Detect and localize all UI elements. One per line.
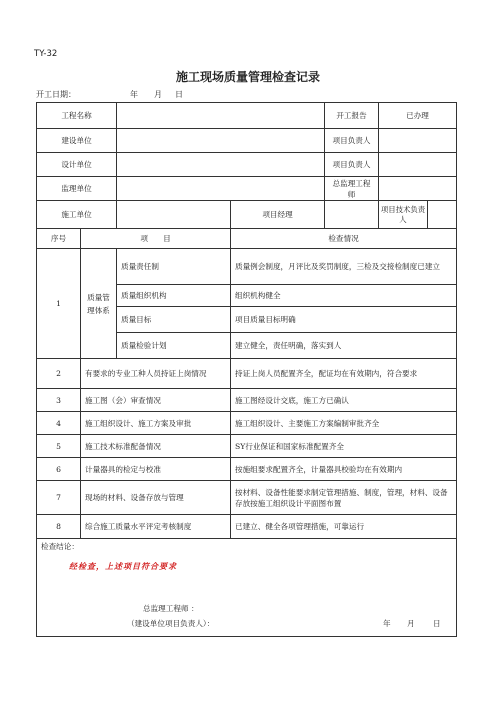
row-status[interactable]: 质量例会制度，月评比及奖罚制度，三检及交接检制度已建立: [231, 249, 457, 285]
date-month: 月: [154, 90, 162, 99]
row-supervision-unit: [37, 177, 457, 201]
row-status[interactable]: 建立健全，责任明确，落实到人: [231, 333, 457, 359]
sign-day: 日: [433, 619, 441, 628]
project-manager-value[interactable]: [325, 201, 379, 229]
project-name-label: 工程名称: [37, 103, 117, 129]
row-design-unit: [37, 153, 457, 177]
row-status[interactable]: 组织机构健全: [231, 285, 457, 307]
row-item: 施工技术标准配备情况: [81, 435, 231, 458]
row-item: 施工图（会）审查情况: [81, 389, 231, 412]
row-seq: 6: [37, 458, 81, 481]
build-unit-value[interactable]: [117, 129, 325, 153]
row-item: 施工组织设计、施工方案及审批: [81, 412, 231, 435]
col-status: 检查情况: [231, 229, 457, 249]
tech-lead-label: 项目技术负责人: [379, 201, 428, 228]
page-title: 施工现场质量管理检查记录: [175, 70, 320, 84]
document-code: TY-32: [34, 49, 58, 59]
row-item: 质量目标: [117, 307, 231, 333]
row-status[interactable]: 按施组要求配置齐全，计量器具校验均在有效期内: [231, 458, 457, 481]
build-unit-lead-label: 项目负责人: [325, 129, 379, 153]
conclusion-cell[interactable]: [37, 539, 457, 637]
table-row: [37, 412, 457, 435]
row-item: 现场的材料、设备存放与管理: [81, 481, 231, 515]
supervision-unit-value[interactable]: [117, 177, 325, 201]
start-report-value[interactable]: 已办理: [379, 103, 457, 129]
tech-lead-cell: [379, 201, 457, 229]
build-unit-lead-value[interactable]: [379, 129, 457, 153]
date-day: 日: [175, 90, 183, 99]
design-unit-lead-value[interactable]: [379, 153, 457, 177]
col-seq: 序号: [37, 229, 81, 249]
row-construction-unit: [37, 201, 457, 229]
table-row: [37, 389, 457, 412]
row-project-name: [37, 103, 457, 129]
col-item: 项 目: [81, 229, 231, 249]
inspection-table: [36, 102, 457, 637]
row-seq: 2: [37, 359, 81, 389]
row-status[interactable]: 施工组织设计、主要施工方案编制审批齐全: [231, 412, 457, 435]
row-status[interactable]: 持证上岗人员配置齐全，配证均在有效期内，符合要求: [231, 359, 457, 389]
design-unit-value[interactable]: [117, 153, 325, 177]
row-item: 综合施工质量水平评定考核制度: [81, 515, 231, 539]
construction-unit-label: 施工单位: [37, 201, 117, 229]
column-header-row: [37, 229, 457, 249]
row-status[interactable]: 已建立、健全各项管理措施，可靠运行: [231, 515, 457, 539]
construction-unit-value[interactable]: [117, 201, 231, 229]
date-year: 年: [130, 90, 138, 99]
row-seq: 7: [37, 481, 81, 515]
design-unit-lead-label: 项目负责人: [325, 153, 379, 177]
table-row: [37, 435, 457, 458]
conclusion-row: [37, 539, 457, 637]
conclusion-label: 检查结论：: [41, 542, 79, 551]
chief-supervisor-label: 总监理工程师: [325, 177, 379, 201]
table-row: [37, 359, 457, 389]
row-status[interactable]: SY行业保证和国家标准配置齐全: [231, 435, 457, 458]
row-item: 质量检验计划: [117, 333, 231, 359]
start-date-bar: [36, 89, 456, 103]
row-status[interactable]: 按材料、设备性能要求制定管理措施、制度，管理，材料、设备存放按施工组织设计平面图布置: [231, 481, 457, 515]
signer-label: 总监理工程师 ：: [143, 604, 199, 613]
conclusion-stamp-text: 经检查，上述项目符合要求: [69, 561, 177, 571]
row-seq: 3: [37, 389, 81, 412]
row-item: 质量责任制: [117, 249, 231, 285]
row-status[interactable]: 施工图经设计交底，施工方已确认: [231, 389, 457, 412]
table-row: [37, 249, 457, 285]
supervision-unit-label: 监理单位: [37, 177, 117, 201]
project-manager-label: 项目经理: [231, 201, 325, 229]
row-status[interactable]: 项目质量目标明确: [231, 307, 457, 333]
chief-supervisor-value[interactable]: [379, 177, 457, 201]
build-unit-label: 建设单位: [37, 129, 117, 153]
start-date-label: 开工日期：: [36, 90, 76, 99]
group-name: 质量管理体系: [81, 249, 117, 359]
row-item: 质量组织机构: [117, 285, 231, 307]
table-row: [37, 458, 457, 481]
row-seq: 5: [37, 435, 81, 458]
row-seq: 4: [37, 412, 81, 435]
project-name-value[interactable]: [117, 103, 325, 129]
row-build-unit: [37, 129, 457, 153]
row-seq: 1: [37, 249, 81, 359]
table-row: [37, 481, 457, 515]
design-unit-label: 设计单位: [37, 153, 117, 177]
row-item: 计量器具的检定与校准: [81, 458, 231, 481]
row-seq: 8: [37, 515, 81, 539]
table-row: [37, 515, 457, 539]
sign-month: 月: [407, 619, 415, 628]
row-item: 有要求的专业工种人员持证上岗情况: [81, 359, 231, 389]
signer2-label: （建设单位项目负责人）：: [127, 619, 215, 628]
sign-year: 年: [383, 619, 391, 628]
start-report-label: 开工报告: [325, 103, 379, 129]
